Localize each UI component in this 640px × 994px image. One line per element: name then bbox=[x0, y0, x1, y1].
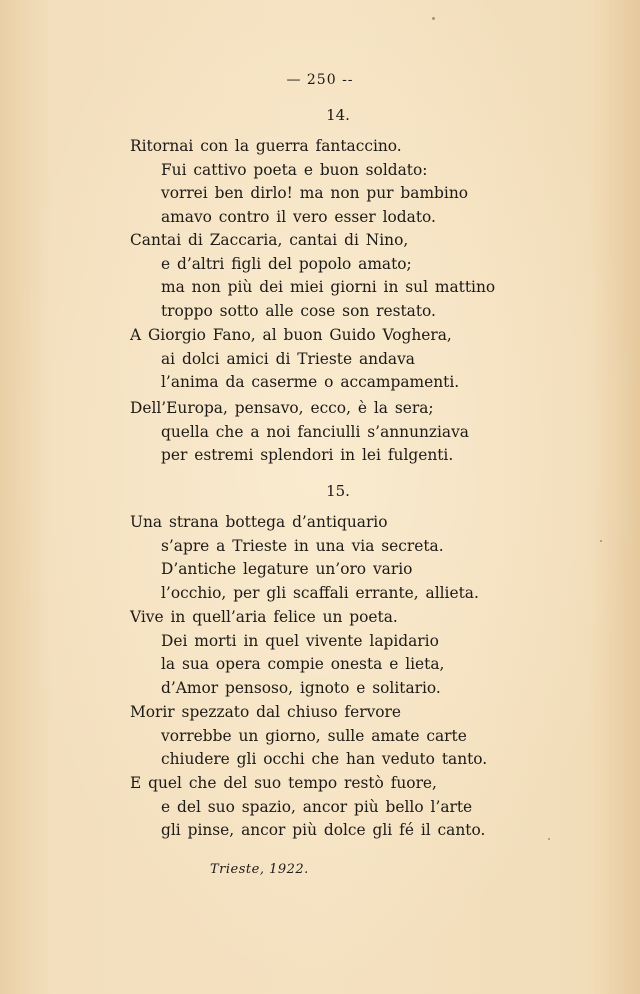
verse-line: A Giorgio Fano, al buon Guido Voghera, bbox=[130, 326, 452, 344]
signature-place-date: Trieste, 1922. bbox=[210, 862, 309, 877]
verse-line: Fui cattivo poeta e buon soldato: bbox=[161, 160, 428, 179]
stanza bbox=[130, 324, 459, 395]
verse-line: Morir spezzato dal chiuso fervore bbox=[130, 703, 402, 721]
stanza bbox=[130, 701, 487, 772]
verse-line: e del suo spazio, ancor più bello l’arte bbox=[161, 797, 473, 816]
verse-line: ma non più dei miei giorni in sul mattino bbox=[161, 278, 496, 297]
verse-line: gli pinse, ancor più dolce gli fé il canto. bbox=[161, 821, 486, 840]
verse-line: D’antiche legature un’oro vario bbox=[161, 560, 413, 579]
section-number: 14. bbox=[326, 106, 350, 124]
paper-speck bbox=[432, 17, 435, 20]
stanza bbox=[130, 606, 444, 701]
paper-speck bbox=[600, 540, 602, 542]
verse-line: vorrebbe un giorno, sulle amate carte bbox=[161, 726, 467, 745]
verse-line: e d’altri figli del popolo amato; bbox=[161, 254, 412, 273]
paper-speck bbox=[548, 838, 550, 840]
verse-line: d’Amor pensoso, ignoto e solitario. bbox=[161, 679, 441, 698]
verse-line: Cantai di Zaccaria, cantai di Nino, bbox=[130, 231, 409, 249]
verse-line: quella che a noi fanciulli s’annunziava bbox=[161, 422, 469, 441]
verse-line: per estremi splendori in lei fulgenti. bbox=[161, 446, 454, 465]
verse-line: l’anima da caserme o accampamenti. bbox=[161, 373, 460, 392]
stanza bbox=[130, 229, 495, 324]
verse-line: Una strana bottega d’antiquario bbox=[130, 513, 388, 531]
stanza bbox=[130, 397, 469, 468]
section-number: 15. bbox=[326, 482, 350, 500]
stanza bbox=[130, 135, 468, 230]
stanza bbox=[130, 772, 485, 843]
verse-line: s’apre a Trieste in una via secreta. bbox=[161, 536, 444, 555]
stanza bbox=[130, 511, 479, 606]
verse-line: ai dolci amici di Trieste andava bbox=[161, 349, 415, 368]
verse-line: Dei morti in quel vivente lapidario bbox=[161, 631, 439, 650]
verse-line: amavo contro il vero esser lodato. bbox=[161, 208, 436, 227]
verse-line: Ritornai con la guerra fantaccino. bbox=[130, 137, 402, 155]
verse-line: l’occhio, per gli scaffali errante, allieta. bbox=[161, 584, 479, 603]
page-number: — 250 -- bbox=[286, 72, 354, 88]
verse-line: Dell’Europa, pensavo, ecco, è la sera; bbox=[130, 399, 434, 417]
verse-line: vorrei ben dirlo! ma non pur bambino bbox=[161, 184, 468, 203]
verse-line: E quel che del suo tempo restò fuore, bbox=[130, 774, 437, 792]
verse-line: la sua opera compie onesta e lieta, bbox=[161, 655, 445, 674]
verse-line: troppo sotto alle cose son restato. bbox=[161, 302, 436, 321]
verse-line: Vive in quell’aria felice un poeta. bbox=[130, 608, 398, 626]
verse-line: chiudere gli occhi che han veduto tanto. bbox=[161, 750, 488, 769]
